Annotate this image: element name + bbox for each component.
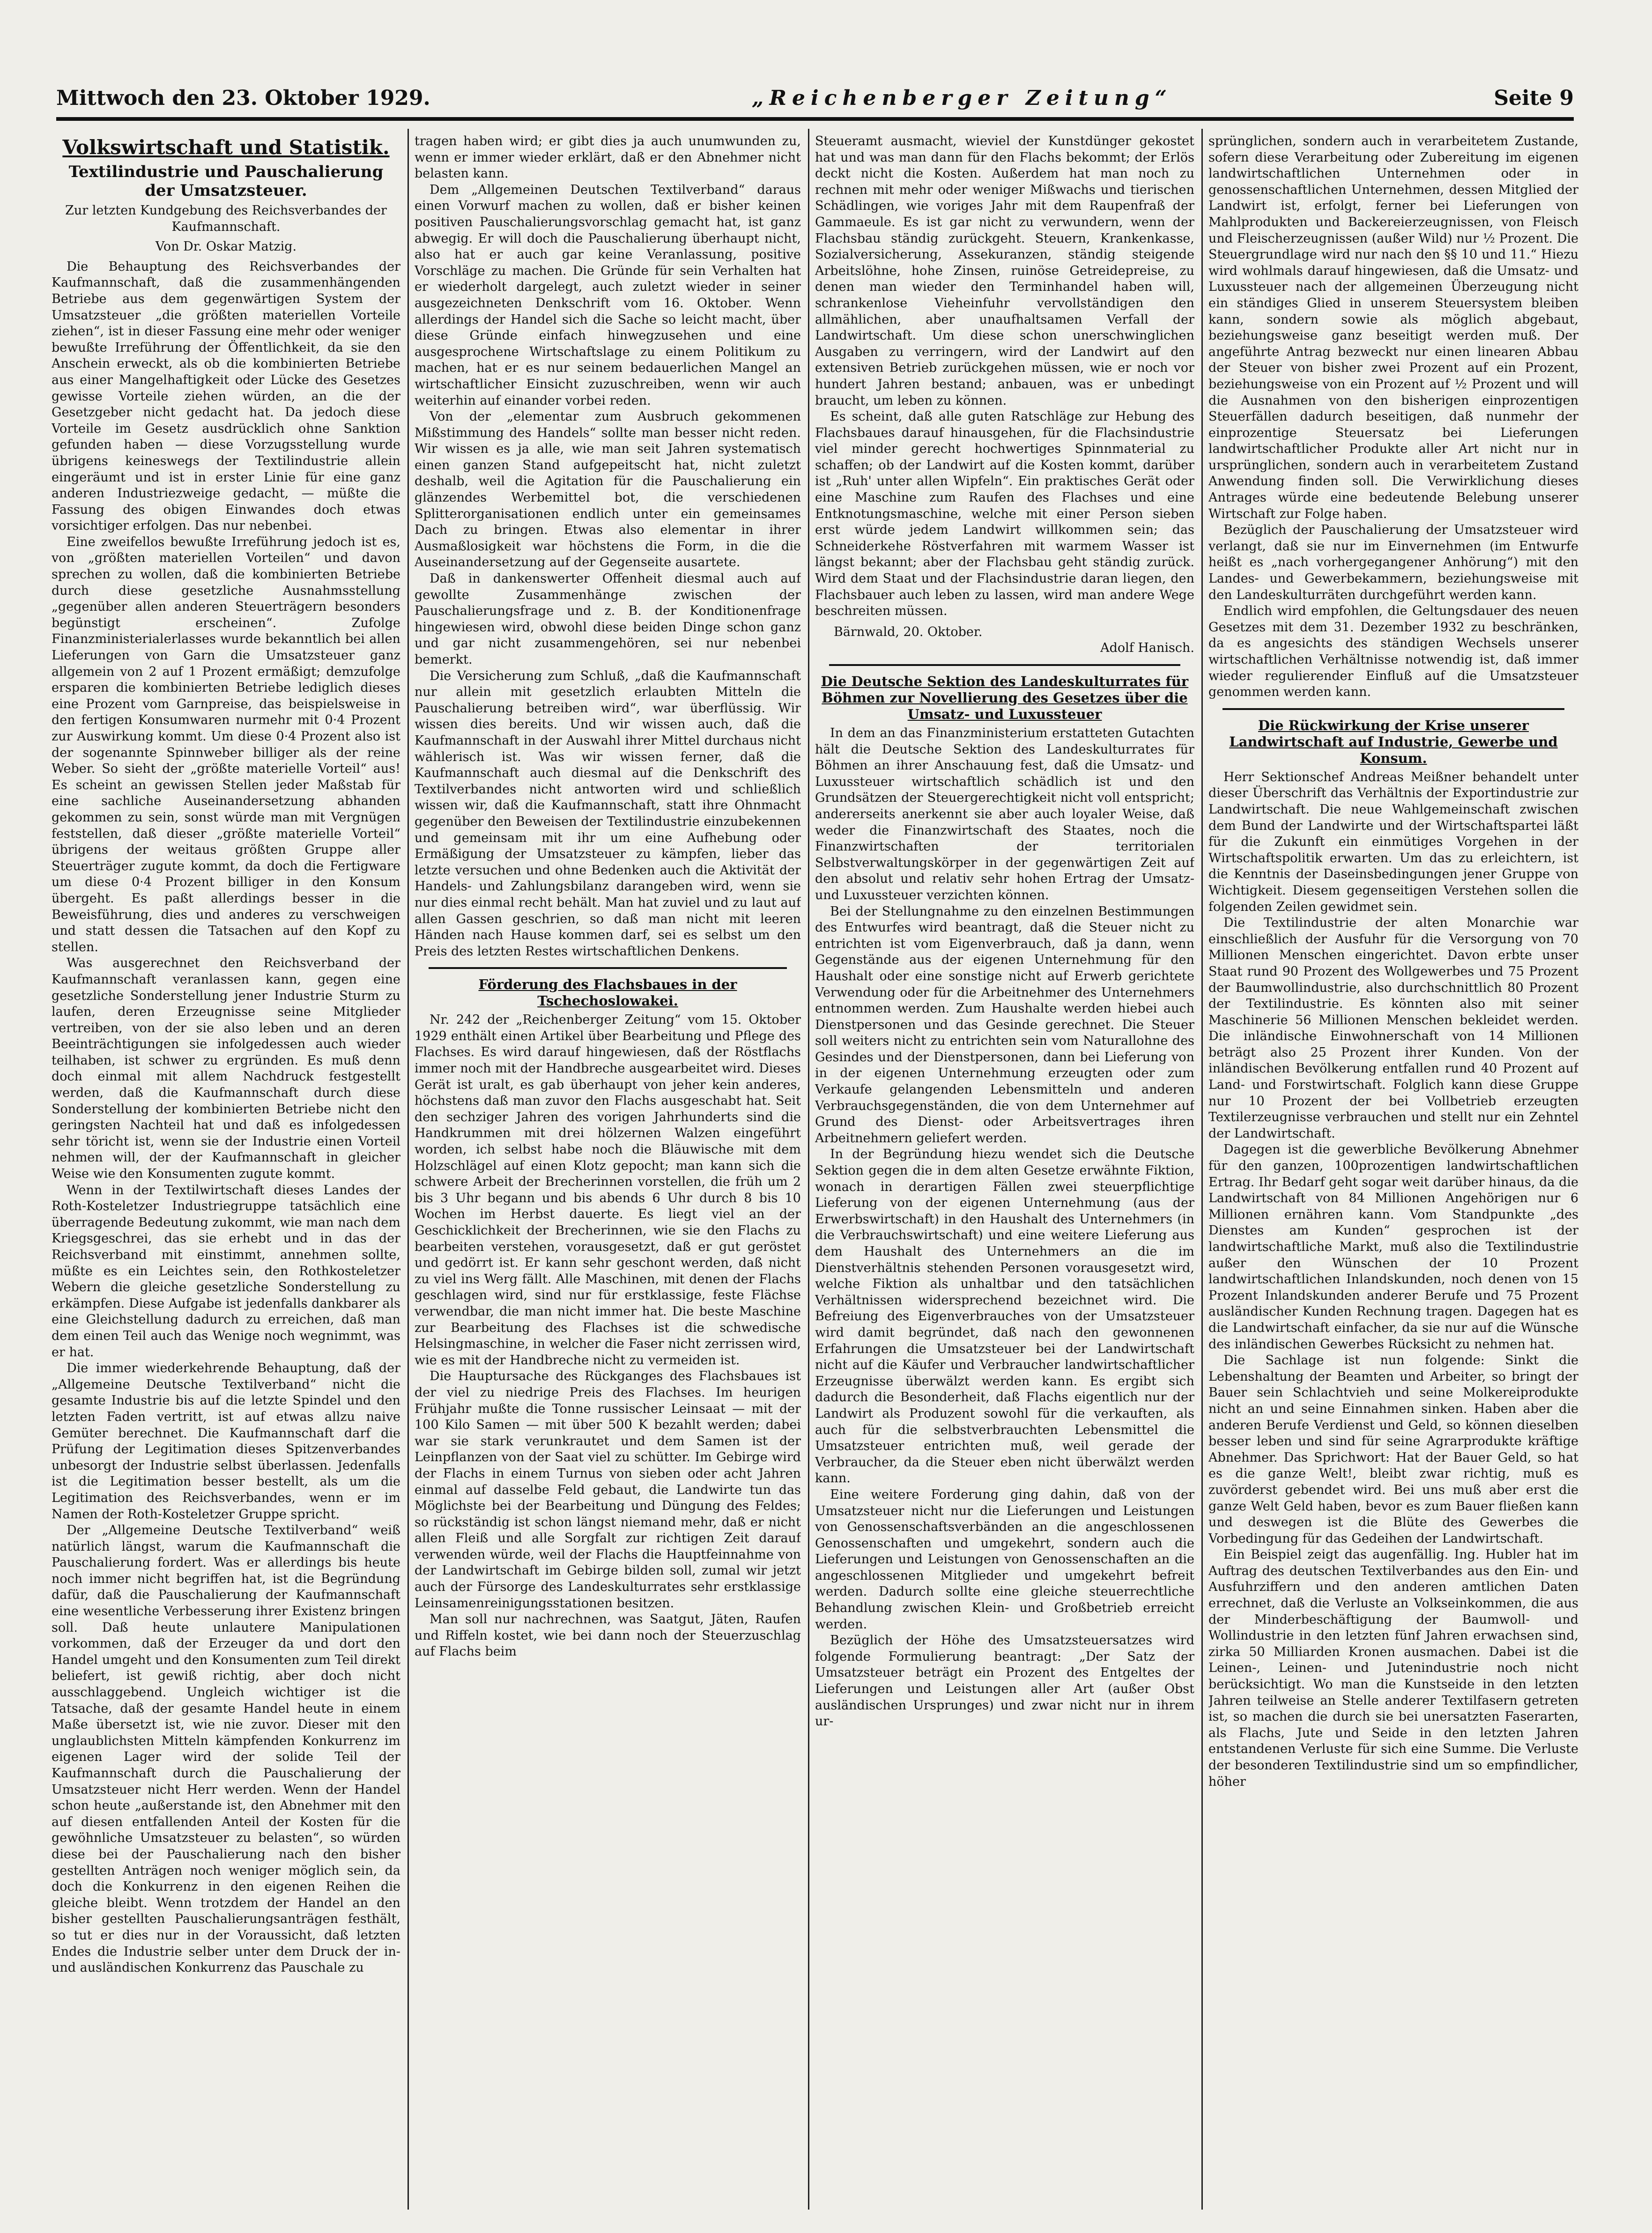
- section-heading: Volkswirtschaft und Statistik.: [62, 136, 390, 159]
- paragraph: Die Textilindustrie der alten Monarchie war einschließlich der Ausfuhr für die Versorgung von 70 Millionen Menschen eingerichtet. Davon erbte unser Staat rund 90 Prozent des Wollgewerbes und 75 Prozent der Baumwollindustrie, also durchschnittlich 80 Prozent der Textilindustrie. Es könnten also mit seiner Maschinerie 56 Millionen Menschen bekleidet werden. Die inländische Einwohnerschaft von 14 Millionen beträgt also 25 Prozent ihrer Kunden. Von der inländischen Bevölkerung entfallen rund 40 Prozent auf Land- und Forstwirtschaft. Folglich kann diese Gruppe nur 10 Prozent der bei Vollbetrieb erzeugten Textilerzeugnisse verbrauchen und stellt nur ein Zehntel der Landwirtschaft.: [1208, 916, 1578, 1141]
- paragraph: Man soll nur nachrechnen, was Saatgut, Jäten, Raufen und Riffeln kostet, wie bei dann noch der Steuerzuschlag auf Flachs beim: [415, 1612, 801, 1659]
- paragraph: Eine weitere Forderung ging dahin, daß von der Umsatzsteuer nicht nur die Lieferungen und Leistungen von Genossenschaftsverbänden an die angeschlossenen Genossenschaften und umgekehrt, sondern auch die Lieferungen und Leistungen von Genossenschaften an die angeschlossenen Mitglieder und umgekehrt befreit werden. Dadurch sollte eine gleiche steuerrechtliche Behandlung zwischen Klein- und Großbetrieb erreicht werden.: [815, 1487, 1194, 1632]
- paragraph: sprünglichen, sondern auch in verarbeitetem Zustande, sofern diese Verarbeitung oder Zubereitung im eigenen landwirtschaftlichen Unternehmen oder in genossenschaftlichen Unternehmen, dessen Mitglied der Landwirt ist, erfolgt, ferner bei Lieferungen von Mahlprodukten und Backereierzeugnissen, von Fleisch und Fleischerzeugnissen (außer Wild) nur ½ Prozent. Die Steuergrundlage wird nur nach den §§ 10 und 11.“ Hiezu wird wohlmals darauf hingewiesen, daß die Umsatz- und Luxussteuer nach der allgemeinen Überzeugung nicht ein ständiges Glied in unserem Steuersystem bleiben kann, sondern sowie als möglich abgebaut, beziehungsweise ganz beseitigt werden muß. Der angeführte Antrag bezweckt nur einen linearen Abbau der Steuer von bisher zwei Prozent auf ein Prozent, beziehungsweise von ein Prozent auf ½ Prozent und will die Ausnahmen von den bisherigen einprozentigen Steuerfällen dadurch beseitigen, daß nunmehr der einprozentige Steuersatz bei Lieferungen landwirtschaftlicher Produkte aller Art nicht nur in ursprünglichen, sondern auch in verarbeitetem Zustand Anwendung finden soll. Die Verwirklichung dieses Antrages würde eine bedeutende Belebung unserer Wirtschaft zur Folge haben.: [1208, 134, 1578, 521]
- article-title: Die Deutsche Sektion des Landeskulturrates für Böhmen zur Novellierung des Gesetzes über die Umsatz- und Luxussteuer: [821, 673, 1189, 722]
- paragraph: Nr. 242 der „Reichenberger Zeitung“ vom 15. Oktober 1929 enthält einen Artikel über Bearbeitung und Pflege des Flachses. Es wird darauf hingewiesen, daß der Röstflachs immer noch mit der Handbreche ausgearbeitet wird. Dieses Gerät ist uralt, es gab überhaupt von jeher kein anderes, höchstens daß man zuvor den Flachs ausgeschabt hat. Seit den sechziger Jahren des vorigen Jahrhunderts sind die Handkrummen mit drei hölzernen Walzen eingeführt worden, ich selbst habe noch die Bläuwische mit dem Holzschlägel auf einen Klotz gepocht; man kann sich die schwere Arbeit der Brecherinnen vorstellen, die früh um 2 bis 3 Uhr begann und bis abends 6 Uhr durch 8 bis 10 Wochen im Herbst dauerte. Es liegt viel an der Geschicklichkeit der Brecherinnen, wie sie den Flachs zu bearbeiten verstehen, vorausgesetzt, daß er gut geröstet und gedörrt ist. Er kann sehr geschont werden, daß nicht zu viel ins Werg fällt. Alle Maschinen, mit denen der Flachs geschlagen wird, sind nur für erstklassige, feste Flächse verwendbar, die man nicht immer hat. Die beste Maschine zur Bearbeitung des Flachses ist die schwedische Helsingmaschine, in welcher die Faser nicht zerrissen wird, wie es mit der Handbreche nicht zu vermeiden ist.: [415, 1013, 801, 1368]
- column-3: [815, 133, 1194, 2210]
- article-title: Textilindustrie und Pauschalierung der Umsatzsteuer.: [68, 163, 384, 200]
- article-separator: [829, 664, 1180, 666]
- paragraph: Eine zweifellos bewußte Irreführung jedoch ist es, von „größten materiellen Vorteilen“ und davon sprechen zu wollen, daß die kombinierten Betriebe durch diese gesetzliche Ausnahmsstellung „gegenüber allen anderen Steuerträgern besonders begünstigt erscheinen“. Zufolge Finanzministerialerlasses wurde bekanntlich bei allen Lieferungen von Garn die Umsatzsteuer ganz allgemein von 2 auf 1 Prozent ermäßigt; demzufolge ersparen die kombinierten Betriebe lediglich dieses eine Prozent vom Garnpreise, das beispielsweise in den fertigen Konsumwaren nurmehr mit 0·4 Prozent zur Auswirkung kommt. Um diese 0·4 Prozent also ist der sogenannte Spinnweber billiger als der reine Weber. So sieht der „größte materielle Vorteil“ aus! Es scheint an gewissen Stellen jeder Maßstab für eine sachliche Auseinandersetzung abhanden gekommen zu sein, sonst würde man mit Vergnügen feststellen, daß dieser „größte materielle Vorteil“ übrigens der weitaus größten Gruppe aller Steuerträger zugute kommt, da doch die Fertigware um diese 0·4 Prozent billiger in den Konsum übergeht. Es paßt allerdings besser in die Beweisführung, dies und anderes zu verschweigen und statt dessen die Tatsachen auf den Kopf zu stellen.: [52, 534, 400, 954]
- article-byline: Von Dr. Oskar Matzig.: [155, 239, 297, 254]
- paragraph: Die Sachlage ist nun folgende: Sinkt die Lebenshaltung der Beamten und Arbeiter, so bringt der Bauer sein Schlachtvieh und seine Molkereiprodukte nicht an und seine Einnahmen sinken. Haben aber die anderen Berufe Verdienst und Geld, so können dieselben besser leben und sind für seine Agrarprodukte kräftige Abnehmer. Das Sprichwort: Hat der Bauer Geld, so hat es die ganze Welt!, bleibt zwar richtig, muß es zuvörderst gebendet wird. Bei uns muß aber erst die ganze Welt Geld haben, bevor es zum Bauer fließen kann und deswegen ist die Blüte des Gewerbes die Vorbedingung für das Gedeihen der Landwirtschaft.: [1208, 1353, 1578, 1546]
- paragraph: Endlich wird empfohlen, die Geltungsdauer des neuen Gesetzes mit dem 31. Dezember 1932 zu beschränken, da es angesichts des ständigen Wechsels unserer wirtschaftlichen Verhältnisse notwendig ist, daß immer wieder regulierender Einfluß auf die Umsatzsteuer genommen werden kann.: [1208, 604, 1578, 700]
- article-signature: Adolf Hanisch.: [1100, 641, 1194, 656]
- paragraph: Bezüglich der Höhe des Umsatzsteuersatzes wird folgende Formulierung beantragt: „Der Satz der Umsatzsteuer beträgt ein Prozent des Entgeltes der Lieferungen und Leistungen aller Art (außer Obst ausländischen Ursprunges) und zwar nicht nur in ihrem ur-: [815, 1633, 1194, 1729]
- paragraph: Dagegen ist die gewerbliche Bevölkerung Abnehmer für den ganzen, 100prozentigen landwirtschaftlichen Ertrag. Ihr Bedarf geht sogar weit darüber hinaus, da die Landwirtschaft von 84 Millionen Angehörigen nur 6 Millionen ernähren kann. Vom Standpunkte „des Dienstes am Kunden“ gesprochen ist der landwirtschaftliche Markt, muß also die Textilindustrie außer den Wünschen der 10 Prozent landwirtschaftlichen Inlandskunden, noch denen von 15 Prozent Inlandskunden anderer Berufe und 75 Prozent ausländischer Kunden Rechnung tragen. Dagegen hat es die Landwirtschaft einfacher, da sie nur auf die Wünsche des inländischen Gewerbes Rücksicht zu nehmen hat.: [1208, 1142, 1578, 1352]
- article-subtitle: Zur letzten Kundgebung des Reichsverbandes der Kaufmannschaft.: [65, 203, 387, 234]
- column-1: [52, 133, 400, 2210]
- masthead-date: Mittwoch den 23. Oktober 1929.: [56, 86, 430, 110]
- paragraph: Was ausgerechnet den Reichsverband der Kaufmannschaft veranlassen kann, gegen eine gesetzliche Sonderstellung jener Industrie Sturm zu laufen, deren Erzeugnisse seine Mitglieder vertreiben, von der sie also leben und an deren Beeinträchtigungen sie infolgedessen auch wieder teilhaben, ist schwer zu ergründen. Es muß denn doch einmal mit allem Nachdruck festgestellt werden, daß die Kaufmannschaft durch diese Sonderstellung der kombinierten Betriebe nicht den geringsten Nachteil hat und daß es infolgedessen sehr töricht ist, wenn sie der Industrie einen Vorteil nehmen will, der der Kaufmannschaft in gleicher Weise wie den Konsumenten zugute kommt.: [52, 956, 400, 1182]
- column-rule: [407, 129, 409, 2210]
- paragraph: Ein Beispiel zeigt das augenfällig. Ing. Hubler hat im Auftrag des deutschen Textilverbandes aus den Ein- und Ausfuhrziffern und den anderen amtlichen Daten errechnet, daß die Verluste an Volkseinkommen, die aus der Minderbeschäftigung der Baumwoll- und Wollindustrie in den letzten fünf Jahren erwachsen sind, zirka 50 Milliarden Kronen ausmachen. Dabei ist die Leinen-, Leinen- und Jutenindustrie noch nicht berücksichtigt. Wo man die Kunstseide in den letzten Jahren teilweise an Stelle anderer Textilfasern getreten ist, so machen die durch sie bei unersatzten Faserarten, als Flachs, Jute und Seide in den letzten Jahren entstandenen Verluste für sich eine Summe. Die Verluste der besonderen Textilindustrie sind um so empfindlicher, höher: [1208, 1547, 1578, 1789]
- paragraph: Die Hauptursache des Rückganges des Flachsbaues ist der viel zu niedrige Preis des Flachses. Im heurigen Frühjahr mußte die Tonne russischer Leinsaat — mit der 100 Kilo Samen — mit über 500 K bezahlt werden; dabei war sie stark verunkrautet und dem Samen ist der Leinpflanzen von der Saat viel zu schütter. Im Gebirge wird der Flachs in einem Turnus von sieben oder acht Jahren einmal auf dasselbe Feld gebaut, die Landwirte tun das Möglichste bei der Bearbeitung und Düngung des Feldes; so rückständig ist schon längst niemand mehr, daß er nicht allen Fleiß und alle Sorgfalt zur richtigen Zeit darauf verwenden würde, weil der Flachs die Hauptfeinnahme von der Landwirtschaft im Gebirge bilden soll, zumal wir jetzt auch der Fürsorge des Landeskulturrates sehr erstklassige Leinsamenreinigungsstationen besitzen.: [415, 1369, 801, 1611]
- column-2: [415, 133, 801, 2210]
- paragraph: Die Behauptung des Reichsverbandes der Kaufmannschaft, daß die zusammenhängenden Betriebe aus dem gegenwärtigen System der Umsatzsteuer „die größten materiellen Vorteile ziehen“, ist in dieser Fassung eine mehr oder weniger bewußte Irreführung der Öffentlichkeit, da sie den Anschein erweckt, als ob die kombinierten Betriebe aus einer Mangelhaftigkeit oder Lücke des Gesetzes gewisse Vorteile ziehen würden, an die der Gesetzgeber nicht gedacht hat. Da jedoch diese Vorteile im Gesetz ausdrücklich ohne Sanktion gefunden haben — diese Vorzugsstellung wurde übrigens keineswegs der Textilindustrie allein eingeräumt und ist in erster Linie für eine ganz anderen Industriezweige gedacht, — müßte die Fassung des obigen Einwandes doch etwas vorsichtiger erfolgen. Das nur nebenbei.: [52, 259, 400, 533]
- paragraph: Wenn in der Textilwirtschaft dieses Landes der Roth-Kosteletzer Industriegruppe tatsächlich eine überragende Bedeutung zukommt, wie man nach dem Kriegsgeschrei, das sie erhebt und in das der Reichsverband mit einstimmt, annehmen sollte, müßte es ein Leichtes sein, den Rothkosteletzer Webern die gleiche gesetzliche Sonderstellung zu erkämpfen. Diese Aufgabe ist jedenfalls dankbarer als eine Gleichstellung dadurch zu erreichen, daß man dem einen Teil auch das Wenige noch wegnimmt, was er hat.: [52, 1183, 400, 1360]
- paragraph: Es scheint, daß alle guten Ratschläge zur Hebung des Flachsbaues darauf hinausgehen, für die Flachsindustrie viel minder gerecht hochwertiges Spinnmaterial zu schaffen; ob der Landwirt auf die Kosten kommt, darüber ist „Ruh' unter allen Wipfeln“. Ein praktisches Gerät oder eine Maschine zum Raufen des Flachses und eine Entknotungsmaschine, welche mit einer Person sieben erst würde jedem Landwirt willkommen sein; das Schneiderkehe Röstverfahren mit warmem Wasser ist längst bekannt; aber der Flachsbau geht ständig zurück. Wird dem Staat und der Flachsindustrie daran liegen, den Flachsbauer auch leben zu lassen, wird man andere Wege beschreiten müssen.: [815, 409, 1194, 619]
- masthead-page-number: Seite 9: [1494, 86, 1574, 110]
- column-rule: [808, 129, 809, 2210]
- paragraph: In dem an das Finanzministerium erstatteten Gutachten hält die Deutsche Sektion des Landeskulturrates für Böhmen an ihrer Anschauung fest, daß die Umsatz- und Luxussteuer wirtschaftlich schädlich ist und den Grundsätzen der Steuergerechtigkeit nicht voll entspricht; andererseits anerkennt sie aber auch loyaler Weise, daß weder die Finanzwirtschaft des Staates, noch die Finanzwirtschaften der territorialen Selbstverwaltungskörper in der gegenwärtigen Zeit auf den absolut und relativ sehr hohen Ertrag der Umsatz- und Luxussteuer verzichten können.: [815, 726, 1194, 902]
- paragraph: Von der „elementar zum Ausbruch gekommenen Mißstimmung des Handels“ sollte man besser nicht reden. Wir wissen es ja alle, wie man seit Jahren systematisch einen ganzen Stand aufgepeitscht hat, nicht zuletzt deshalb, weil die Agitation für die Pauschalierung ein glänzendes Werbemittel bot, die verschiedenen Splitterorganisationen endlich unter ein gemeinsames Dach zu bringen. Etwas also elementar in ihrer Ausmaßlosigkeit war höchstens die Form, in die die Auseinandersetzung auf der Gegenseite ausartete.: [415, 409, 801, 570]
- paragraph: Dem „Allgemeinen Deutschen Textilverband“ daraus einen Vorwurf machen zu wollen, daß er bisher keinen positiven Pauschalierungsvorschlag gemacht hat, ist ganz abwegig. Er will doch die Pauschalierung überhaupt nicht, also hat er auch gar keine Veranlassung, positive Vorschläge zu machen. Die Gründe für sein Verhalten hat er wiederholt dargelegt, auch zuletzt wieder in seiner ausgezeichneten Denkschrift vom 16. Oktober. Wenn allerdings der Handel sich die Sache so leicht macht, über diese Gründe einfach hinwegzusehen und eine ausgesprochene Wirtschaftslage zu einem Politikum zu machen, hat er es nur seinem bedauerlichen Mangel an wirtschaftlicher Einsicht zuzuschreiben, wenn wir auch weiterhin auf einander vorbei reden.: [415, 182, 801, 408]
- article-dateline: Bärnwald, 20. Oktober.: [834, 624, 983, 639]
- paragraph: Die Versicherung zum Schluß, „daß die Kaufmannschaft nur allein mit gesetzlich erlaubten Mitteln die Pauschalierung betreiben wird“, war überflüssig. Wir wissen dies bereits. Und wir wissen auch, daß die Kaufmannschaft in der Auswahl ihrer Mittel durchaus nicht wählerisch ist. Was wir wissen ferner, daß die Kaufmannschaft auch diesmal auf die Denkschrift des Textilverbandes nicht antworten wird und schließlich wissen wir, daß die Kaufmannschaft, statt ihre Ohnmacht gegenüber den Beweisen der Textilindustrie einzubekennen und gemeinsam mit ihr um eine Aufhebung oder Ermäßigung der Umsatzsteuer zu kämpfen, lieber das letzte versuchen und ohne Bedenken auch die Aktivität der Handels- und Zahlungsbilanz darangeben wird, wenn sie nur dies einmal recht behält. Man hat zuviel und zu laut auf allen Gassen geschrien, so daß man nicht mit leeren Händen nach Hause kommen darf, sei es selbst um den Preis des letzten Restes wirtschaftlichen Denkens.: [415, 668, 801, 959]
- paragraph: Bezüglich der Pauschalierung der Umsatzsteuer wird verlangt, daß sie nur im Einvernehmen (im Entwurfe heißt es „nach vorhergegangener Anhörung“) mit den Landes- und Gewerbekammern, beziehungsweise mit den Landeskulturräten durchgeführt werden kann.: [1208, 523, 1578, 602]
- paragraph: Herr Sektionschef Andreas Meißner behandelt unter dieser Überschrift das Verhältnis der Exportindustrie zur Landwirtschaft. Die neue Wahlgemeinschaft zwischen dem Bund der Landwirte und der Wirtschaftspartei läßt für die Zukunft ein einmütiges Vorgehen in der Wirtschaftspolitik erwarten. Um das zu erleichtern, ist die Kenntnis der Daseinsbedingungen jener Gruppe von Wichtigkeit. Diesem gegenseitigen Verstehen sollen die folgenden Zeilen gewidmet sein.: [1208, 769, 1578, 914]
- article-title: Die Rückwirkung der Krise unserer Landwirtschaft auf Industrie, Gewerbe und Konsum.: [1229, 717, 1558, 766]
- masthead-rule: [56, 117, 1574, 121]
- paragraph: Daß in dankenswerter Offenheit diesmal auch auf gewollte Zusammenhänge zwischen der Pauschalierungsfrage und z. B. der Konditionenfrage hingewiesen wird, obwohl diese beiden Dinge schon ganz und gar nicht zusammengehören, sei nur nebenbei bemerkt.: [415, 571, 801, 667]
- masthead: [56, 77, 1574, 110]
- paragraph: In der Begründung hiezu wendet sich die Deutsche Sektion gegen die in dem alten Gesetze erwähnte Fiktion, wonach in derartigen Fällen zwei steuerpflichtige Lieferung von der eigenen Unternehmung (aus der Erwerbswirtschaft) in den Haushalt des Unternehmers (in die Verbrauchswirtschaft) und eine weitere Lieferung aus dem Haushalt des Unternehmers an die im Dienstverhältnis stehenden Personen vorausgesetzt wird, welche Fiktion als unhaltbar und den tatsächlichen Verhältnissen widersprechend bezeichnet wird. Die Befreiung des Eigenverbrauches von der Umsatzsteuer wird damit begründet, daß nach den gewonnenen Erfahrungen die Umsatzsteuer bei der Landwirtschaft nicht auf die Käufer und Verbraucher landwirtschaftlicher Erzeugnisse überwälzt werden kann. Es ergibt sich dadurch die Besonderheit, daß Flachs eigentlich nur der Landwirt als Produzent sowohl für die verkauften, als auch für die selbstverbrauchten Lebensmittel die Umsatzsteuer entrichten muß, weil gerade der Verbraucher, da die Steuer eben nicht überwälzt werden kann.: [815, 1147, 1194, 1486]
- paragraph: Die immer wiederkehrende Behauptung, daß der „Allgemeine Deutsche Textilverband“ nicht die gesamte Industrie bis auf die letzte Spindel und den letzten Faden vertritt, ist auf etwas allzu naive Gemüter berechnet. Die Kaufmannschaft darf die Prüfung der Legitimation dieses Spitzenverbandes unbesorgt der Industrie selbst überlassen. Jedenfalls ist die Legitimation besser bestellt, als um die Legitimation des Reichsverbandes, wenn er im Namen der Roth-Kosteletzer Gruppe spricht.: [52, 1361, 400, 1522]
- paragraph: Der „Allgemeine Deutsche Textilverband“ weiß natürlich längst, warum die Kaufmannschaft die Pauschalierung fordert. Was er allerdings bis heute noch immer nicht begriffen hat, ist die Begründung dafür, daß die Pauschalierung der Kaufmannschaft eine wesentliche Verbesserung ihrer Existenz bringen soll. Daß heute unlautere Manipulationen vorkommen, daß der Erzeuger da und dort den Handel umgeht und den Konsumenten zum Teil direkt beliefert, ist gewiß richtig, aber doch nicht ausschlaggebend. Ungleich wichtiger ist die Tatsache, daß der gesamte Handel heute in einem Maße übersetzt ist, wie nie zuvor. Dieser mit den unglaublichsten Mitteln kämpfenden Konkurrenz im eigenen Lager wird der solide Teil der Kaufmannschaft durch die Pauschalierung der Umsatzsteuer nicht Herr werden. Wenn der Handel schon heute „außerstande ist, den Abnehmer mit den auf diesen entfallenden Anteil der Kosten für die gewöhnliche Umsatzsteuer zu belasten“, so würden diese bei der Pauschalierung nach den bisher gestellten Anträgen noch weniger möglich sein, da doch die Konkurrenz in den eigenen Reihen die gleiche bleibt. Wenn trotzdem der Handel an den bisher gestellten Pauschalierungsanträgen festhält, so tut er dies nur in der Voraussicht, daß letzten Endes die Industrie selber unter dem Druck der in- und ausländischen Konkurrenz das Pauschale zu: [52, 1523, 400, 1975]
- masthead-paper-name: „Reichenberger Zeitung“: [752, 86, 1172, 110]
- paragraph: Bei der Stellungnahme zu den einzelnen Bestimmungen des Entwurfes wird beantragt, daß die Steuer nicht zu entrichten ist vom Eigenverbrauch, daß ja dann, wenn Gegenstände aus der eigenen Unternehmung für den Haushalt oder eine sonstige nicht auf Erwerb gerichtete Verwendung oder für die Arbeitnehmer des Unternehmers entnommen werden. Zum Haushalte werden hiebei auch Dienstpersonen und das Gesinde gerechnet. Die Steuer soll weiters nicht zu entrichten sein vom Naturallohne des Gesindes und der Dienstpersonen, dann bei Lieferung von in der eigenen Unternehmung erzeugten oder zum Verkaufe gelangenden Lebensmitteln und anderen Verbrauchsgegenständen, die von dem Unternehmer auf Grund des Dienst- oder Arbeitsvertrages ihren Arbeitnehmern geliefert werden.: [815, 904, 1194, 1146]
- column-4: [1208, 133, 1578, 2210]
- article-separator: [1222, 708, 1564, 710]
- article-separator: [429, 967, 787, 969]
- paragraph: Steueramt ausmacht, wieviel der Kunstdünger gekostet hat und was man dann für den Flachs bekommt; der Erlös deckt nicht die Kosten. Außerdem hat man noch zu rechnen mit mehr oder weniger Mißwachs und tierischen Schädlingen, wie voriges Jahr mit dem Raupenfraß der Gammaeule. Es ist gar nicht zu verwundern, wenn der Flachsbau ständig zurückgeht. Steuern, Krankenkasse, Sozialversicherung, Assekuranzen, ständig steigende Arbeitslöhne, hohe Zinsen, ruinöse Getreidepreise, zu denen man wieder den Terminhandel haben will, schrankenlose Vieheinfuhr vervollständigen den allmählichen, aber unaufhaltsamen Verfall der Landwirtschaft. Um diese schon unerschwinglichen Ausgaben zu verringern, wird der Landwirt auf den extensiven Betrieb zurückgehen müssen, wie er noch vor hundert Jahren bestand; anbauen, was er unbedingt braucht, um leben zu können.: [815, 134, 1194, 408]
- article-title: Förderung des Flachsbaues in der Tschechoslowakei.: [478, 976, 737, 1009]
- column-rule: [1201, 129, 1203, 2210]
- paragraph: tragen haben wird; er gibt dies ja auch unumwunden zu, wenn er immer wieder erklärt, daß er den Abnehmer nicht belasten kann.: [415, 134, 801, 181]
